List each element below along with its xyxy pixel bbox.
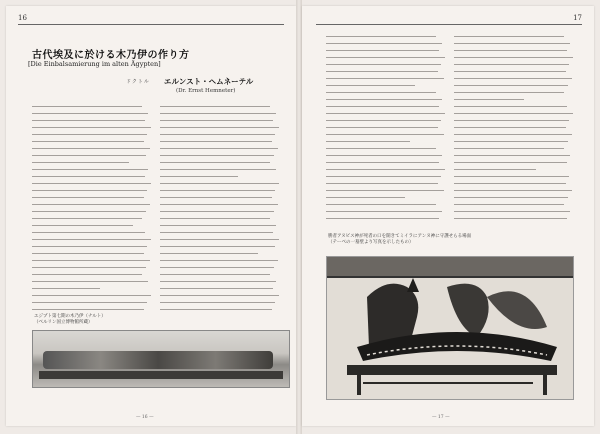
text-line bbox=[160, 225, 276, 226]
text-line bbox=[454, 134, 572, 135]
text-line bbox=[160, 218, 270, 219]
text-line bbox=[454, 36, 564, 37]
text-line bbox=[326, 64, 441, 65]
text-line bbox=[454, 162, 567, 163]
text-line bbox=[326, 155, 442, 156]
right-page bbox=[302, 6, 594, 426]
text-line bbox=[326, 176, 441, 177]
text-line bbox=[160, 267, 274, 268]
text-line bbox=[32, 106, 142, 107]
page-footer: — 17 — bbox=[432, 415, 450, 420]
text-line bbox=[326, 197, 405, 198]
text-line bbox=[454, 211, 570, 212]
text-line bbox=[32, 190, 147, 191]
text-line bbox=[160, 211, 274, 212]
header-rule bbox=[18, 24, 284, 25]
text-line bbox=[454, 92, 564, 93]
text-line bbox=[160, 274, 270, 275]
text-line bbox=[326, 85, 415, 86]
text-line bbox=[160, 295, 279, 296]
text-line bbox=[32, 239, 151, 240]
text-line bbox=[454, 64, 569, 65]
text-line bbox=[160, 127, 279, 128]
text-line bbox=[32, 113, 148, 114]
text-line bbox=[160, 239, 279, 240]
text-line bbox=[32, 127, 151, 128]
text-line bbox=[454, 141, 568, 142]
text-line bbox=[32, 176, 145, 177]
text-line bbox=[454, 113, 573, 114]
text-line bbox=[326, 218, 439, 219]
text-line bbox=[160, 169, 276, 170]
text-line bbox=[160, 176, 238, 177]
text-line bbox=[454, 148, 564, 149]
text-line bbox=[160, 155, 274, 156]
text-line bbox=[326, 43, 442, 44]
text-line bbox=[32, 169, 148, 170]
text-line bbox=[32, 155, 146, 156]
text-line bbox=[454, 43, 570, 44]
text-line bbox=[326, 183, 438, 184]
author-latin: (Dr. Ernst Hemneter) bbox=[176, 88, 236, 94]
text-line bbox=[32, 260, 150, 261]
body-column-1 bbox=[32, 106, 152, 316]
text-line bbox=[326, 127, 438, 128]
text-line bbox=[326, 106, 439, 107]
text-line bbox=[454, 197, 568, 198]
body-column-2 bbox=[160, 106, 280, 316]
text-line bbox=[160, 134, 275, 135]
text-line bbox=[160, 232, 273, 233]
photo-caption: エジプト第七期の木乃伊（ナルト） （ベルリン国立博物館所蔵） bbox=[34, 314, 106, 325]
text-line bbox=[454, 106, 567, 107]
text-line bbox=[32, 204, 150, 205]
text-line bbox=[160, 281, 276, 282]
text-line bbox=[454, 85, 568, 86]
text-line bbox=[32, 288, 100, 289]
text-line bbox=[454, 99, 524, 100]
text-line bbox=[454, 155, 570, 156]
text-line bbox=[160, 246, 275, 247]
text-line bbox=[32, 211, 146, 212]
text-line bbox=[454, 190, 572, 191]
text-line bbox=[454, 218, 567, 219]
text-line bbox=[32, 197, 144, 198]
text-line bbox=[160, 162, 270, 163]
text-line bbox=[326, 169, 445, 170]
text-line bbox=[160, 288, 273, 289]
text-line bbox=[326, 211, 442, 212]
header-rule bbox=[316, 24, 582, 25]
text-line bbox=[160, 113, 276, 114]
text-line bbox=[160, 190, 275, 191]
text-line bbox=[326, 99, 442, 100]
text-line bbox=[326, 71, 438, 72]
text-line bbox=[454, 176, 569, 177]
body-column-3 bbox=[326, 36, 446, 226]
text-line bbox=[160, 106, 270, 107]
text-line bbox=[32, 134, 147, 135]
text-line bbox=[32, 232, 145, 233]
display-bench bbox=[39, 371, 283, 379]
text-line bbox=[160, 120, 273, 121]
text-line bbox=[326, 113, 445, 114]
article-subtitle: [Die Einbalsamierung im alten Ägypten] bbox=[28, 60, 161, 68]
text-line bbox=[454, 120, 569, 121]
mummy-photo bbox=[32, 330, 290, 388]
author-label: ドクトル bbox=[126, 79, 150, 85]
text-line bbox=[32, 162, 129, 163]
page-number: 16 bbox=[18, 14, 27, 22]
text-line bbox=[454, 78, 572, 79]
text-line bbox=[454, 183, 566, 184]
text-line bbox=[326, 57, 445, 58]
text-line bbox=[160, 197, 272, 198]
text-line bbox=[32, 218, 142, 219]
text-line bbox=[326, 134, 444, 135]
left-page bbox=[6, 6, 296, 426]
text-line bbox=[160, 141, 272, 142]
text-line bbox=[326, 120, 441, 121]
text-line bbox=[326, 50, 439, 51]
page-number: 17 bbox=[573, 14, 582, 22]
mummy-wrapping bbox=[43, 351, 273, 369]
text-line bbox=[454, 127, 566, 128]
author-name: エルンスト・ヘムネーテル bbox=[164, 77, 254, 86]
text-line bbox=[32, 295, 151, 296]
text-line bbox=[326, 36, 436, 37]
text-line bbox=[32, 267, 146, 268]
text-line bbox=[454, 50, 567, 51]
text-line bbox=[160, 302, 275, 303]
text-line bbox=[32, 120, 145, 121]
text-line bbox=[160, 183, 279, 184]
text-line bbox=[454, 169, 536, 170]
page-footer: — 16 — bbox=[136, 415, 154, 420]
article-title: 古代埃及に於ける木乃伊の作り方 bbox=[32, 50, 190, 61]
text-line bbox=[326, 204, 436, 205]
text-line bbox=[326, 141, 410, 142]
text-line bbox=[326, 148, 436, 149]
text-line bbox=[326, 78, 444, 79]
text-line bbox=[32, 309, 144, 310]
text-line bbox=[454, 204, 564, 205]
text-line bbox=[160, 260, 278, 261]
anubis-mummy-illustration bbox=[327, 257, 573, 399]
text-line bbox=[32, 274, 142, 275]
text-line bbox=[32, 246, 147, 247]
text-line bbox=[160, 204, 278, 205]
text-line bbox=[32, 302, 147, 303]
text-line bbox=[32, 225, 133, 226]
body-column-4 bbox=[454, 36, 574, 226]
tomb-painting-photo bbox=[326, 256, 574, 400]
text-line bbox=[32, 148, 150, 149]
text-line bbox=[160, 309, 272, 310]
photo-caption: 勝者アヌビス神が死者の口を開きてミイラにアンヌ神に守護せらる場面 （テーベの一墓壁より写真を示したもの） bbox=[328, 234, 472, 245]
text-line bbox=[32, 253, 144, 254]
text-line bbox=[454, 71, 566, 72]
text-line bbox=[326, 162, 439, 163]
text-line bbox=[454, 57, 573, 58]
text-line bbox=[32, 281, 148, 282]
text-line bbox=[160, 148, 278, 149]
text-line bbox=[326, 92, 436, 93]
text-line bbox=[160, 253, 258, 254]
text-line bbox=[326, 190, 444, 191]
text-line bbox=[32, 141, 144, 142]
text-line bbox=[32, 183, 151, 184]
